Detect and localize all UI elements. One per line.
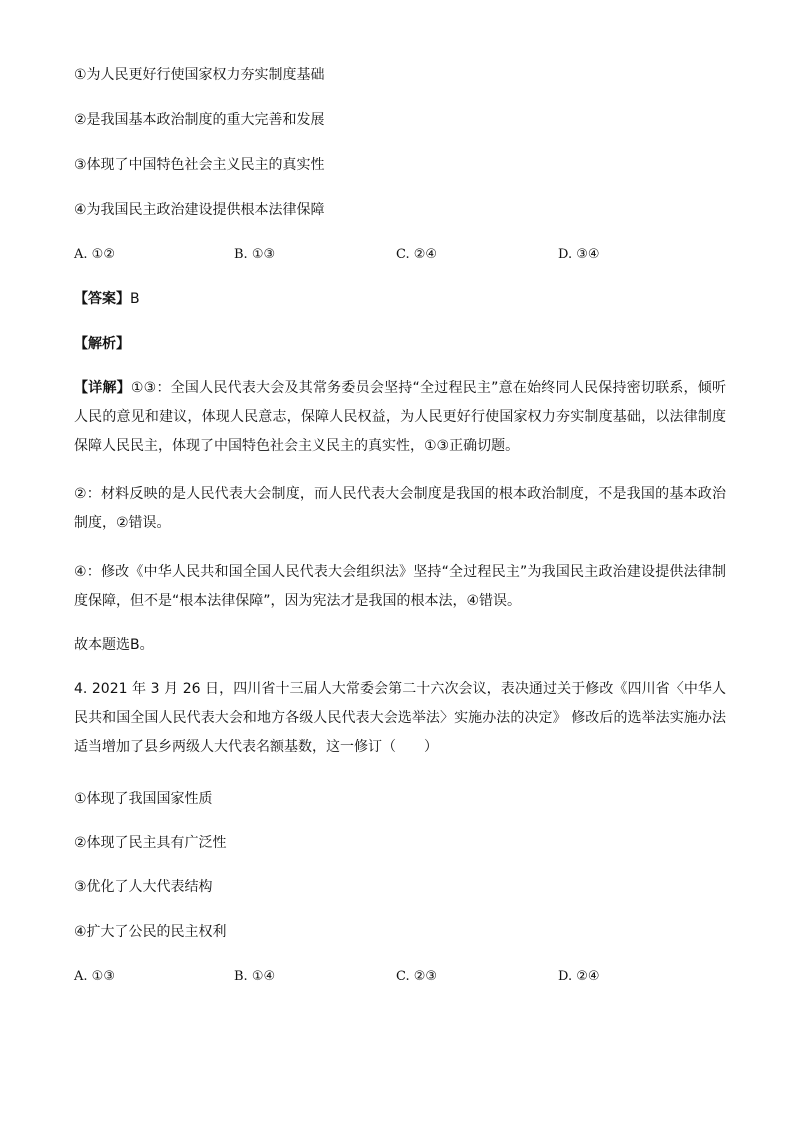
q4-options xyxy=(74,966,726,988)
q4-statement-3: ③优化了人大代表结构 xyxy=(74,879,213,895)
q3-analysis-para-3: ④：修改《中华人民共和国全国人民代表大会组织法》坚持“全过程民主”为我国民主政治建设提供法律制度保障，但不是“根本法律保障”，因为宪法才是我国的根本法，④错误。 xyxy=(74,564,726,609)
q4-stem: 4. 2021 年 3 月 26 日，四川省十三届人大常委会第二十六次会议，表决通过关于修改《四川省〈中华人民共和国全国人民代表大会和地方各级人民代表大会选举法〉实施办法的决定》 修改后的选举法实施办法适当增加了县乡两级人大代表名额基数，这一修订（ ） xyxy=(74,681,726,755)
q4-statement-4: ④扩大了公民的民主权利 xyxy=(74,924,227,940)
q3-option-a: A. ①② xyxy=(74,247,115,262)
q3-statement-2: ②是我国基本政治制度的重大完善和发展 xyxy=(74,112,325,128)
q3-options xyxy=(74,244,726,266)
q3-detail-paragraph xyxy=(74,374,726,461)
detail-tag: 【详解】 xyxy=(74,380,131,396)
q3-option-b: B. ①③ xyxy=(234,247,276,262)
q3-analysis-heading: 【解析】 xyxy=(74,336,130,352)
q3-conclusion: 故本题选B。 xyxy=(74,637,154,653)
q4-statement-1: ①体现了我国国家性质 xyxy=(74,791,213,807)
q3-statement-4: ④为我国民主政治建设提供根本法律保障 xyxy=(74,202,325,218)
q3-option-c: C. ②④ xyxy=(396,247,438,262)
q4-option-c: C. ②③ xyxy=(396,969,438,984)
detail-text: ①③：全国人民代表大会及其常务委员会坚持“全过程民主”意在始终同人民保持密切联系，倾听人民的意见和建议，体现人民意志，保障人民权益，为人民更好行使国家权力夯实制度基础，以法律制度保障人民民主，体现了中国特色社会主义民主的真实性，①③正确切题。 xyxy=(74,380,726,454)
q4-statement-2: ②体现了民主具有广泛性 xyxy=(74,835,227,851)
q3-option-d: D. ③④ xyxy=(558,247,600,262)
q3-answer xyxy=(74,288,726,310)
q4-option-a: A. ①③ xyxy=(74,969,115,984)
answer-value: B xyxy=(130,291,140,307)
q4-option-b: B. ①④ xyxy=(234,969,276,984)
q4-option-d: D. ②④ xyxy=(558,969,600,984)
q3-statement-3: ③体现了中国特色社会主义民主的真实性 xyxy=(74,157,325,173)
q3-analysis-para-2: ②：材料反映的是人民代表大会制度，而人民代表大会制度是我国的根本政治制度，不是我国的基本政治制度，②错误。 xyxy=(74,486,726,531)
answer-tag: 【答案】 xyxy=(74,291,130,307)
q3-statement-1: ①为人民更好行使国家权力夯实制度基础 xyxy=(74,67,325,83)
